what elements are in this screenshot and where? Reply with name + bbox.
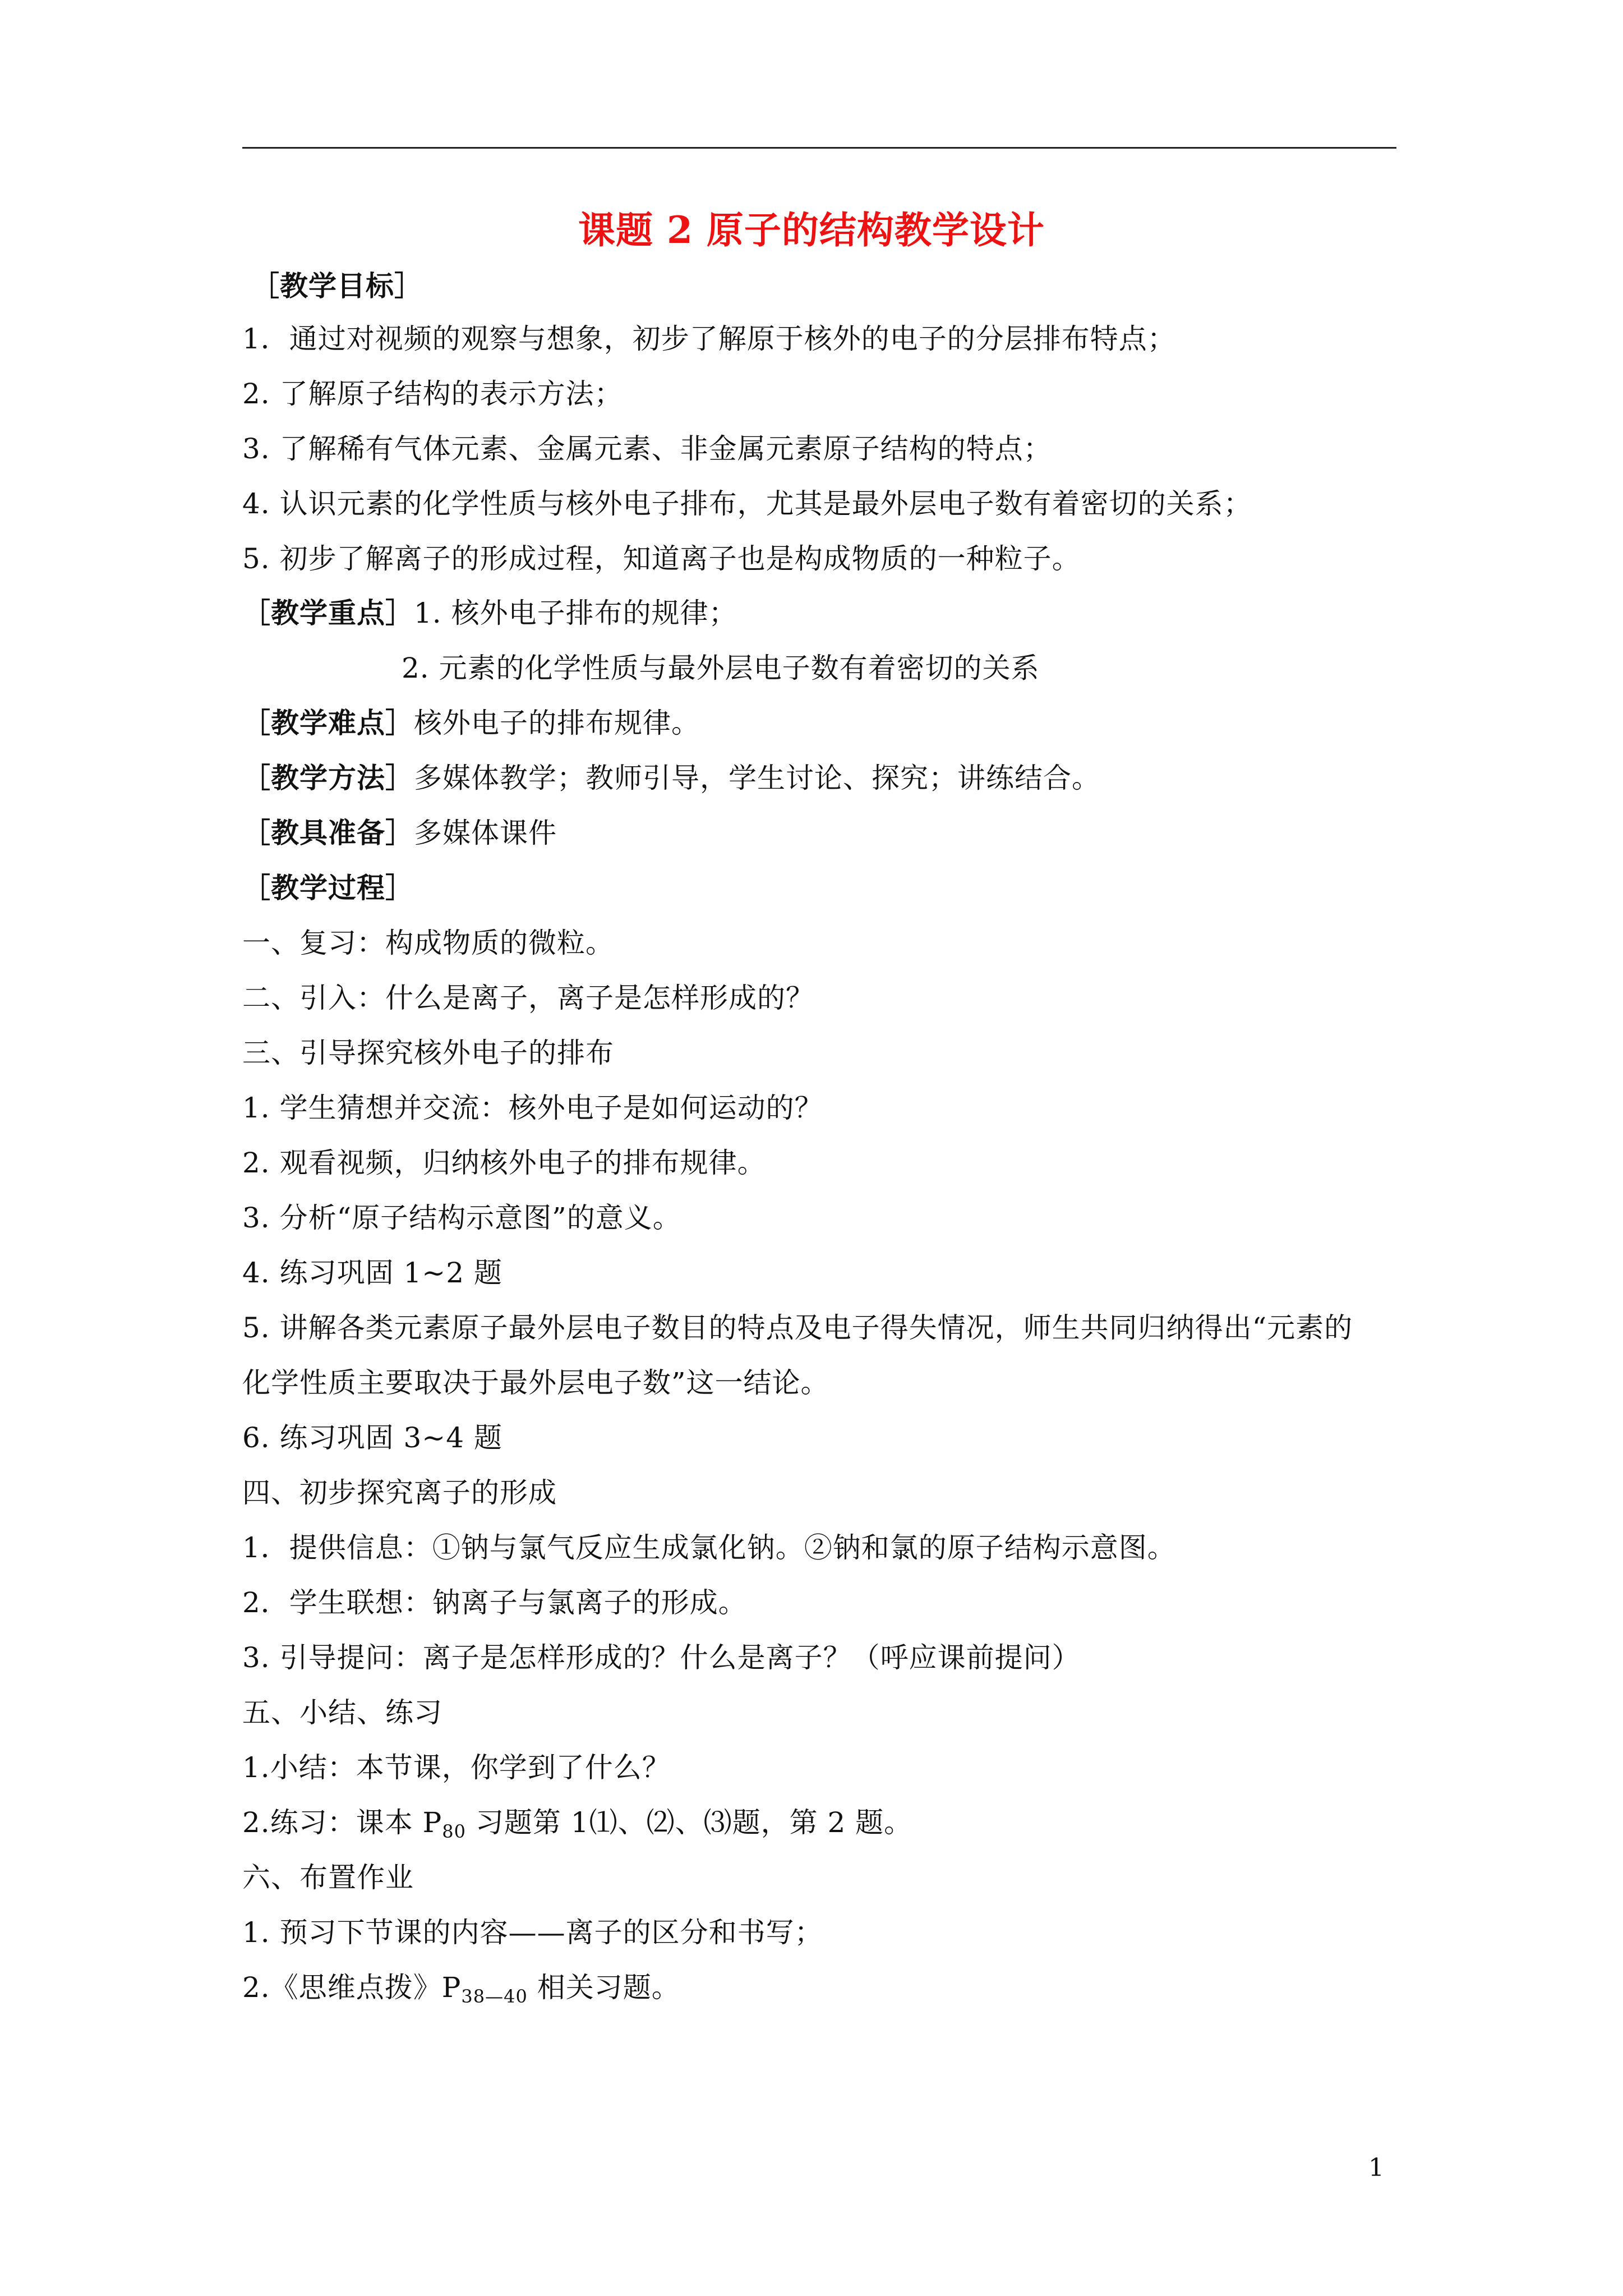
- process-line: 2. 观看视频，归纳核外电子的排布规律。: [242, 1147, 766, 1179]
- process-line: 3. 分析“原子结构示意图”的意义。: [242, 1202, 681, 1234]
- process-line: 1．提供信息：①钠与氯气反应生成氯化钠。②钠和氯的原子结构示意图。: [242, 1531, 1176, 1564]
- method-text: 多媒体教学；教师引导，学生讨论、探究；讲练结合。: [414, 762, 1100, 794]
- homework-heading: 六、布置作业: [242, 1861, 414, 1894]
- method-row: [242, 758, 1100, 798]
- difficulty-label: ［教学难点］: [242, 706, 414, 739]
- process-line: 4. 练习巩固 1~2 题: [242, 1257, 502, 1289]
- method-label: ［教学方法］: [242, 761, 414, 794]
- difficulty-row: [242, 703, 700, 743]
- process-line: 2．学生联想：钠离子与氯离子的形成。: [242, 1586, 747, 1619]
- process-line: 四、初步探究离子的形成: [242, 1476, 557, 1509]
- homework-2-page-subscript: 38—40: [461, 1986, 528, 2007]
- objectives-heading: ［教学目标］: [251, 269, 423, 302]
- objective-item: 4. 认识元素的化学性质与核外电子排布，尤其是最外层电子数有着密切的关系；: [242, 487, 1252, 520]
- process-line: 五、小结、练习: [242, 1696, 442, 1729]
- process-line: 一、复习：构成物质的微粒。: [242, 927, 614, 959]
- process-line: 1. 学生猜想并交流：核外电子是如何运动的？: [242, 1092, 823, 1124]
- process-line: 3. 引导提问：离子是怎样形成的？什么是离子？（呼应课前提问）: [242, 1641, 1081, 1674]
- process-line: 5. 讲解各类元素原子最外层电子数目的特点及电子得失情况，师生共同归纳得出“元素的: [242, 1312, 1353, 1344]
- tools-label: ［教具准备］: [242, 816, 414, 849]
- tools-row: [242, 813, 557, 853]
- objective-item: 3. 了解稀有气体元素、金属元素、非金属元素原子结构的特点；: [242, 432, 1052, 465]
- homework-2-suffix: 相关习题。: [527, 1971, 680, 2004]
- header-rule: [242, 147, 1396, 149]
- homework-2-prefix: 2.《思维点拨》P: [242, 1971, 462, 2004]
- process-heading: ［教学过程］: [242, 871, 414, 904]
- objective-item: 5. 初步了解离子的形成过程，知道离子也是构成物质的一种粒子。: [242, 542, 1081, 575]
- document-title: 课题 2 原子的结构教学设计: [578, 208, 1045, 252]
- exercise-line: [242, 1803, 912, 1851]
- process-line: 1.小结：本节课，你学到了什么？: [242, 1751, 671, 1784]
- process-line: 6. 练习巩固 3~4 题: [242, 1421, 502, 1454]
- exercise-suffix: 习题第 1⑴、⑵、⑶题，第 2 题。: [465, 1806, 913, 1839]
- key-point-item: 2. 元素的化学性质与最外层电子数有着密切的关系: [402, 652, 1040, 684]
- key-point-item: 1. 核外电子排布的规律；: [414, 597, 737, 629]
- tools-text: 多媒体课件: [414, 817, 557, 849]
- process-line: 三、引导探究核外电子的排布: [242, 1037, 614, 1069]
- page-number: 1: [1368, 2154, 1384, 2182]
- difficulty-text: 核外电子的排布规律。: [414, 707, 700, 739]
- homework-item-2: [242, 1968, 680, 2016]
- exercise-page-subscript: 80: [442, 1821, 466, 1842]
- objective-item: 1．通过对视频的观察与想象，初步了解原于核外的电子的分层排布特点；: [242, 323, 1176, 355]
- key-points-row: [242, 593, 737, 633]
- process-line: 化学性质主要取决于最外层电子数”这一结论。: [242, 1366, 829, 1399]
- process-line: 二、引入：什么是离子，离子是怎样形成的？: [242, 982, 814, 1014]
- exercise-prefix: 2.练习：课本 P: [242, 1806, 442, 1839]
- key-points-label: ［教学重点］: [242, 596, 414, 629]
- objective-item: 2. 了解原子结构的表示方法；: [242, 378, 623, 410]
- homework-item: 1. 预习下节课的内容——离子的区分和书写；: [242, 1916, 823, 1949]
